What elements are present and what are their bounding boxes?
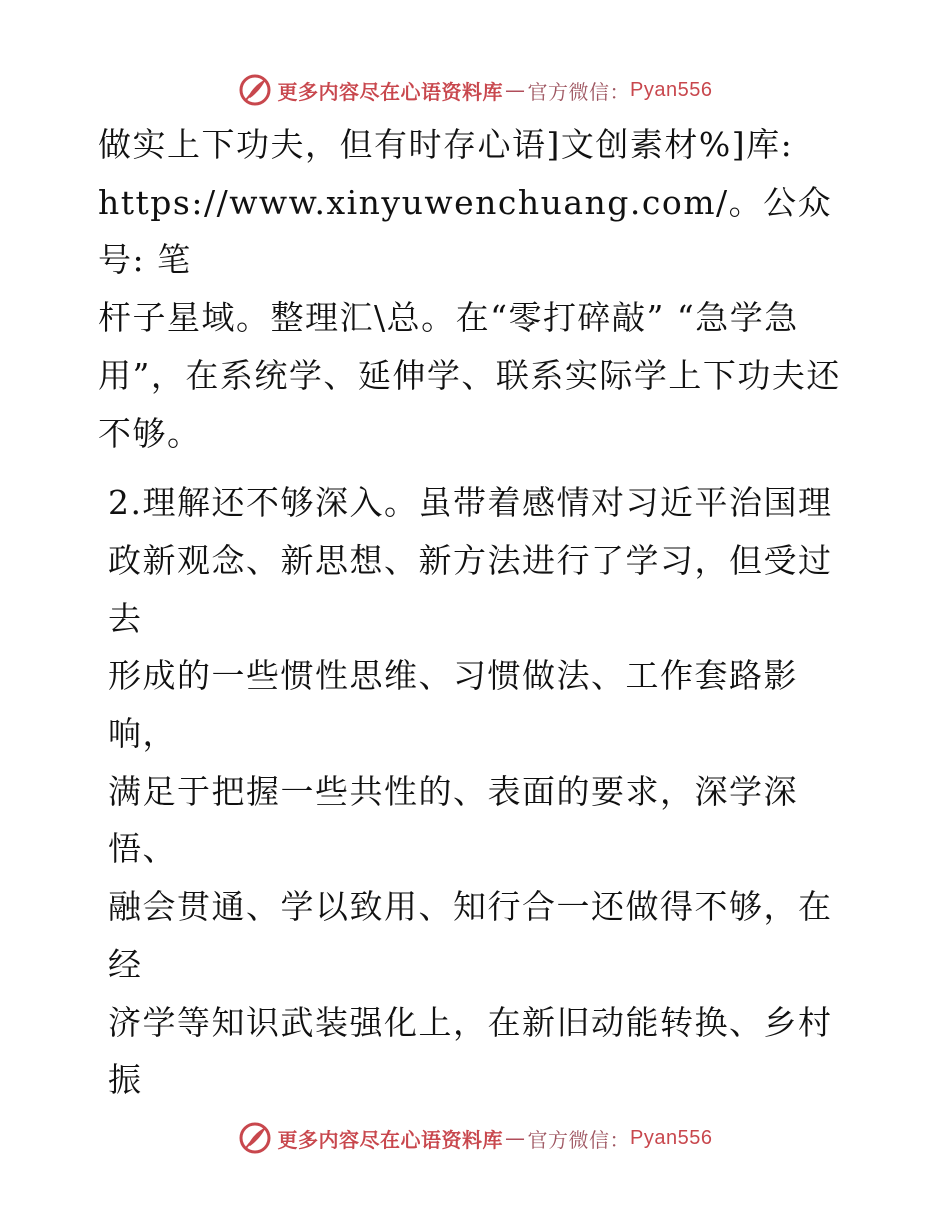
document-body	[98, 116, 858, 1106]
footer-banner-wechat-id: Pyan556	[630, 1126, 713, 1149]
quill-pen-logo-icon	[238, 73, 272, 107]
header-banner-label: 官方微信：	[527, 79, 631, 104]
footer-banner-text: 更多内容尽在心语资料库	[277, 1127, 504, 1152]
footer-banner-dash: —	[505, 1126, 526, 1150]
paragraph-2: 2.理解还不够深入。虽带着感情对习近平治国理 政新观念、新思想、新方法进行了学习，但受过去 形成的一些惯性思维、习惯做法、工作套路影响， 满足于把握一些共性的、表面的要求，深学深悟、 融会贯通、学以致用、知行合一还做得不够，在经 济学等知识武装强化上，在新旧动能转换、乡村振	[108, 483, 833, 1100]
paragraph-1: 做实上下功夫，但有时存心语]文创素材%]库: https://www.xinyuwenchuang.com/。公众号: 笔 杆子星域。整理汇\总。在“零打碎敲” “急学急 用”，在系统学、延伸学、联系实际学上下功夫还 不够。	[98, 125, 841, 453]
header-banner-text: 更多内容尽在心语资料库	[277, 79, 504, 104]
header-banner-wechat-id: Pyan556	[630, 78, 713, 101]
footer-banner-label: 官方微信：	[527, 1127, 631, 1152]
header-banner	[0, 70, 950, 110]
quill-pen-logo-icon	[238, 1121, 272, 1155]
header-banner-dash: —	[505, 78, 526, 102]
footer-banner	[0, 1118, 950, 1158]
